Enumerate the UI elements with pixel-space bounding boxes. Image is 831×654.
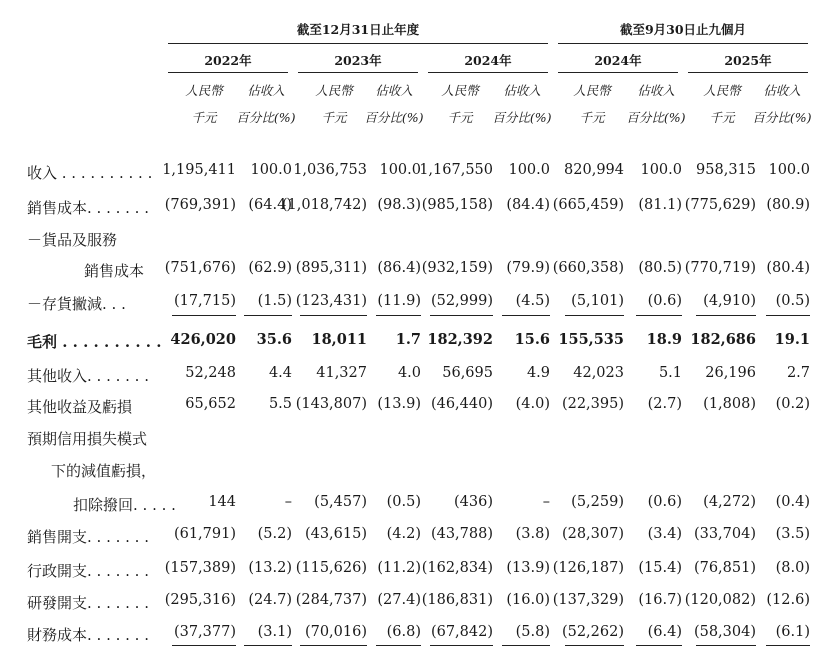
header-pct-of-revenue: 佔收入 (503, 83, 541, 98)
row-value: 18.9 (646, 331, 682, 348)
row-value: (0.6) (647, 494, 682, 510)
row-value: (436) (454, 494, 493, 510)
row-value: 1,195,411 (162, 162, 236, 178)
row-value: (84.4) (506, 197, 550, 213)
header-pct-of-revenue: 佔收入 (763, 83, 801, 98)
row-label: 毛利 . . . . . . . . . . (27, 333, 162, 351)
row-value: (0.6) (647, 293, 682, 309)
row-value: (43,788) (430, 526, 493, 542)
row-value: (665,459) (552, 197, 624, 213)
row-value: (61,791) (173, 526, 236, 542)
row-value: 41,327 (316, 365, 367, 381)
header-year: 2024年 (594, 53, 642, 68)
row-value: (751,676) (164, 260, 236, 276)
row-value: – (284, 494, 292, 510)
row-value: (43,615) (304, 526, 367, 542)
row-value: 26,196 (705, 365, 756, 381)
row-value: (5,259) (571, 494, 624, 510)
header-year-rule (298, 72, 418, 73)
row-value: (775,629) (684, 197, 756, 213)
row-label: 銷售開支. . . . . . . (27, 528, 149, 546)
final-rule (172, 645, 236, 646)
row-value: 5.1 (658, 365, 682, 381)
row-value: (37,377) (173, 624, 236, 640)
row-value: (284,737) (295, 592, 367, 608)
row-label: 銷售成本 (84, 262, 145, 280)
subtotal-rule (696, 315, 756, 316)
row-value: 426,020 (170, 331, 236, 348)
row-value: (98.3) (377, 197, 421, 213)
header-thousand-unit: 千元 (447, 110, 473, 125)
final-rule (502, 645, 550, 646)
row-value: (67,842) (430, 624, 493, 640)
row-value: 958,315 (696, 162, 756, 178)
final-rule (430, 645, 493, 646)
row-value: (2.7) (647, 396, 682, 412)
row-value: (4,272) (703, 494, 756, 510)
row-value: (3.5) (775, 526, 810, 542)
row-value: 155,535 (558, 331, 624, 348)
header-percent-unit: 百分比(%) (364, 110, 424, 125)
row-value: 19.1 (774, 331, 810, 348)
row-value: (5.8) (515, 624, 550, 640)
row-value: (5.2) (257, 526, 292, 542)
row-value: (86.4) (377, 260, 421, 276)
row-value: (17,715) (173, 293, 236, 309)
subtotal-rule (766, 315, 810, 316)
row-value: (0.5) (386, 494, 421, 510)
subtotal-rule (376, 315, 421, 316)
row-value: (4.5) (515, 293, 550, 309)
row-value: (1,808) (703, 396, 756, 412)
row-label: 預期信用損失模式 (27, 430, 148, 448)
header-year: 2024年 (464, 53, 512, 68)
row-label: －存貨撇減. . . (27, 295, 126, 313)
subtotal-rule (172, 315, 236, 316)
row-value: (62.9) (248, 260, 292, 276)
row-value: 18,011 (311, 331, 367, 348)
row-label: 收入 . . . . . . . . . . (27, 164, 153, 182)
row-value: (24.7) (248, 592, 292, 608)
header-percent-unit: 百分比(%) (626, 110, 686, 125)
row-value: 100.0 (640, 162, 682, 178)
header-pct-of-revenue: 佔收入 (637, 83, 675, 98)
row-value: (81.1) (638, 197, 682, 213)
row-value: (3.1) (257, 624, 292, 640)
row-value: 5.5 (268, 396, 292, 412)
row-value: (46,440) (430, 396, 493, 412)
final-rule (244, 645, 292, 646)
row-value: (80.5) (638, 260, 682, 276)
subtotal-rule (636, 315, 682, 316)
header-year: 2023年 (334, 53, 382, 68)
row-value: (6.8) (386, 624, 421, 640)
row-value: (3.4) (647, 526, 682, 542)
subtotal-rule (300, 315, 367, 316)
row-value: (769,391) (164, 197, 236, 213)
row-value: (1.5) (257, 293, 292, 309)
final-rule (300, 645, 367, 646)
row-value: 52,248 (185, 365, 236, 381)
row-value: 4.9 (526, 365, 550, 381)
row-value: (52,999) (430, 293, 493, 309)
row-value: (123,431) (295, 293, 367, 309)
row-value: 1.7 (395, 331, 421, 348)
row-value: (137,329) (552, 592, 624, 608)
row-value: 100.0 (379, 162, 421, 178)
row-value: (126,187) (552, 560, 624, 576)
row-value: (70,016) (304, 624, 367, 640)
header-group-nine-months-rule (558, 43, 808, 44)
row-value: (895,311) (295, 260, 367, 276)
final-rule (565, 645, 624, 646)
row-value: 4.4 (268, 365, 292, 381)
row-value: (143,807) (295, 396, 367, 412)
row-value: (186,831) (421, 592, 493, 608)
header-rmb: 人民幣 (315, 83, 353, 98)
row-value: (120,082) (684, 592, 756, 608)
header-thousand-unit: 千元 (709, 110, 735, 125)
row-value: 56,695 (442, 365, 493, 381)
header-year-rule (688, 72, 808, 73)
row-value: (295,316) (164, 592, 236, 608)
row-value: (28,307) (561, 526, 624, 542)
row-value: (162,834) (421, 560, 493, 576)
row-value: (0.5) (775, 293, 810, 309)
row-value: (22,395) (561, 396, 624, 412)
header-group-fiscal-year: 截至12月31日止年度 (296, 22, 420, 37)
row-value: (0.2) (775, 396, 810, 412)
row-value: (15.4) (638, 560, 682, 576)
final-rule (376, 645, 421, 646)
row-value: (932,159) (421, 260, 493, 276)
header-pct-of-revenue: 佔收入 (375, 83, 413, 98)
row-value: (16.7) (638, 592, 682, 608)
row-value: 42,023 (573, 365, 624, 381)
row-value: (16.0) (506, 592, 550, 608)
header-rmb: 人民幣 (185, 83, 223, 98)
header-percent-unit: 百分比(%) (492, 110, 552, 125)
row-value: 65,652 (185, 396, 236, 412)
row-value: (80.4) (766, 260, 810, 276)
header-thousand-unit: 千元 (191, 110, 217, 125)
header-rmb: 人民幣 (703, 83, 741, 98)
header-year: 2025年 (724, 53, 772, 68)
header-year: 2022年 (204, 53, 252, 68)
row-value: (5,457) (314, 494, 367, 510)
final-rule (636, 645, 682, 646)
row-value: 820,994 (564, 162, 624, 178)
row-value: 182,686 (690, 331, 756, 348)
row-value: (157,389) (164, 560, 236, 576)
row-label: 行政開支. . . . . . . (27, 562, 149, 580)
row-value: (11.2) (377, 560, 421, 576)
row-label: 下的減值虧損， (51, 462, 157, 480)
subtotal-rule (565, 315, 624, 316)
row-value: (11.9) (377, 293, 421, 309)
row-value: (13.2) (248, 560, 292, 576)
row-label: 扣除撥回. . . . . (73, 496, 176, 514)
row-value: (64.4) (248, 197, 292, 213)
subtotal-rule (244, 315, 292, 316)
row-value: (3.8) (515, 526, 550, 542)
row-value: (76,851) (693, 560, 756, 576)
row-value: 4.0 (397, 365, 421, 381)
row-value: 100.0 (508, 162, 550, 178)
row-value: 35.6 (256, 331, 292, 348)
header-percent-unit: 百分比(%) (236, 110, 296, 125)
row-value: (12.6) (766, 592, 810, 608)
row-value: (13.9) (377, 396, 421, 412)
header-year-rule (428, 72, 548, 73)
header-thousand-unit: 千元 (579, 110, 605, 125)
row-value: (27.4) (377, 592, 421, 608)
row-value: (4,910) (703, 293, 756, 309)
row-value: (4.0) (515, 396, 550, 412)
subtotal-rule (430, 315, 493, 316)
row-value: 15.6 (514, 331, 550, 348)
final-rule (696, 645, 756, 646)
row-value: (79.9) (506, 260, 550, 276)
header-percent-unit: 百分比(%) (752, 110, 812, 125)
row-label: 銷售成本. . . . . . . (27, 199, 149, 217)
row-value: (80.9) (766, 197, 810, 213)
row-label: 研發開支. . . . . . . (27, 594, 149, 612)
row-value: (1,018,742) (281, 197, 367, 213)
row-value: 1,167,550 (419, 162, 493, 178)
header-pct-of-revenue: 佔收入 (247, 83, 285, 98)
header-rmb: 人民幣 (441, 83, 479, 98)
row-value: (58,304) (693, 624, 756, 640)
row-value: (52,262) (561, 624, 624, 640)
header-rmb: 人民幣 (573, 83, 611, 98)
header-group-nine-months: 截至9月30日止九個月 (619, 22, 747, 37)
row-value: (5,101) (571, 293, 624, 309)
subtotal-rule (502, 315, 550, 316)
row-value: (770,719) (684, 260, 756, 276)
row-value: 2.7 (786, 365, 810, 381)
row-value: (4.2) (386, 526, 421, 542)
row-value: (8.0) (775, 560, 810, 576)
header-thousand-unit: 千元 (321, 110, 347, 125)
row-value: (13.9) (506, 560, 550, 576)
row-value: 100.0 (250, 162, 292, 178)
row-value: 1,036,753 (293, 162, 367, 178)
row-value: 144 (208, 494, 236, 510)
row-label: －貨品及服務 (27, 231, 118, 249)
final-rule (766, 645, 810, 646)
row-value: (6.4) (647, 624, 682, 640)
header-group-fiscal-year-rule (168, 43, 548, 44)
row-value: (115,626) (295, 560, 367, 576)
header-year-rule (558, 72, 678, 73)
row-label: 其他收入. . . . . . . (27, 367, 149, 385)
header-year-rule (168, 72, 288, 73)
row-label: 其他收益及虧損 (27, 398, 133, 416)
row-value: – (542, 494, 550, 510)
row-value: (33,704) (693, 526, 756, 542)
row-value: (6.1) (775, 624, 810, 640)
row-value: (985,158) (421, 197, 493, 213)
row-value: (0.4) (775, 494, 810, 510)
row-value: 182,392 (427, 331, 493, 348)
row-value: (660,358) (552, 260, 624, 276)
row-label: 財務成本. . . . . . . (27, 626, 149, 644)
row-value: 100.0 (768, 162, 810, 178)
